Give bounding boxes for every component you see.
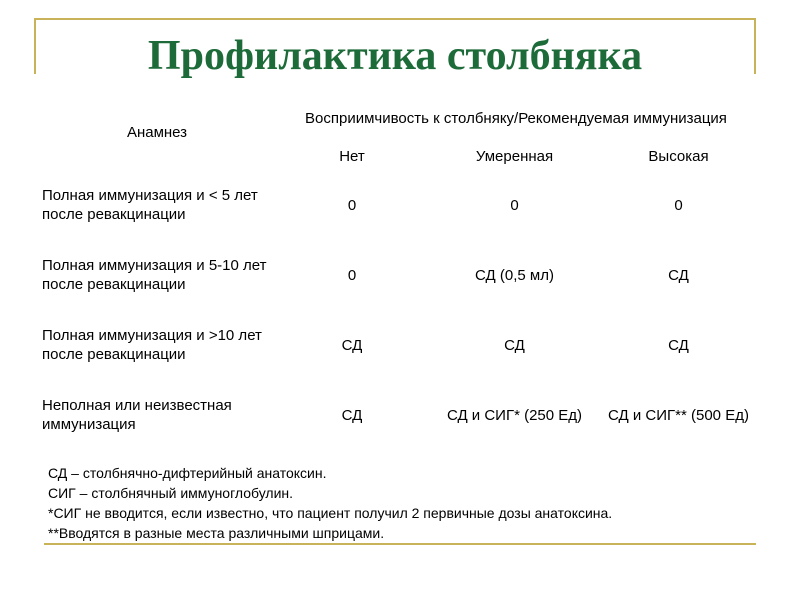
frame-right-line (754, 18, 756, 74)
table-cell: СД (341, 336, 363, 354)
table-cell: СД и СИГ** (500 Ед) (608, 406, 749, 424)
column-header-moderate: Умеренная (475, 147, 554, 165)
row-label: Полная иммунизация и 5-10 лет после ревакцинации (42, 257, 267, 293)
frame-top-line (34, 18, 756, 20)
table-cell: 0 (510, 196, 519, 214)
footnote-sd: СД – столбнячно-дифтерийный анатоксин. (48, 465, 327, 481)
page-title: Профилактика столбняка (147, 33, 643, 79)
column-header-none: Нет (339, 147, 365, 165)
table-cell: СД (504, 336, 525, 354)
row-label: Полная иммунизация и >10 лет после ревакцинации (42, 327, 262, 363)
frame-bottom-line (44, 543, 756, 545)
table-cell: 0 (347, 266, 357, 284)
table-row (42, 310, 760, 380)
frame-left-line (34, 18, 36, 74)
table-row (42, 170, 760, 240)
table-cell: СД (341, 406, 363, 424)
anamnesis-header: Анамнез (126, 123, 188, 141)
susceptibility-header: Восприимчивость к столбняку/Рекомендуемая иммунизация (305, 109, 727, 127)
table-header-row (42, 94, 760, 142)
table-cell: СД (0,5 мл) (475, 266, 554, 284)
footnotes (48, 463, 768, 543)
table-cell: 0 (347, 196, 357, 214)
table-cell: СД (668, 336, 689, 354)
row-label: Полная иммунизация и < 5 лет после ревакцинации (42, 187, 258, 223)
table-cell: СД (668, 266, 689, 284)
table-row (42, 240, 760, 310)
column-header-high: Высокая (648, 147, 709, 165)
footnote-double-star: **Вводятся в разные места различными шприцами. (48, 525, 385, 541)
table-cell: 0 (674, 196, 683, 214)
table-row (42, 380, 760, 450)
row-label: Неполная или неизвестная иммунизация (42, 397, 232, 433)
table-cell: СД и СИГ* (250 Ед) (446, 406, 583, 424)
footnote-sig: СИГ – столбнячный иммуноглобулин. (48, 485, 294, 501)
footnote-star: *СИГ не вводится, если известно, что пациент получил 2 первичные дозы анатоксина. (48, 505, 613, 521)
tetanus-table (42, 94, 760, 450)
